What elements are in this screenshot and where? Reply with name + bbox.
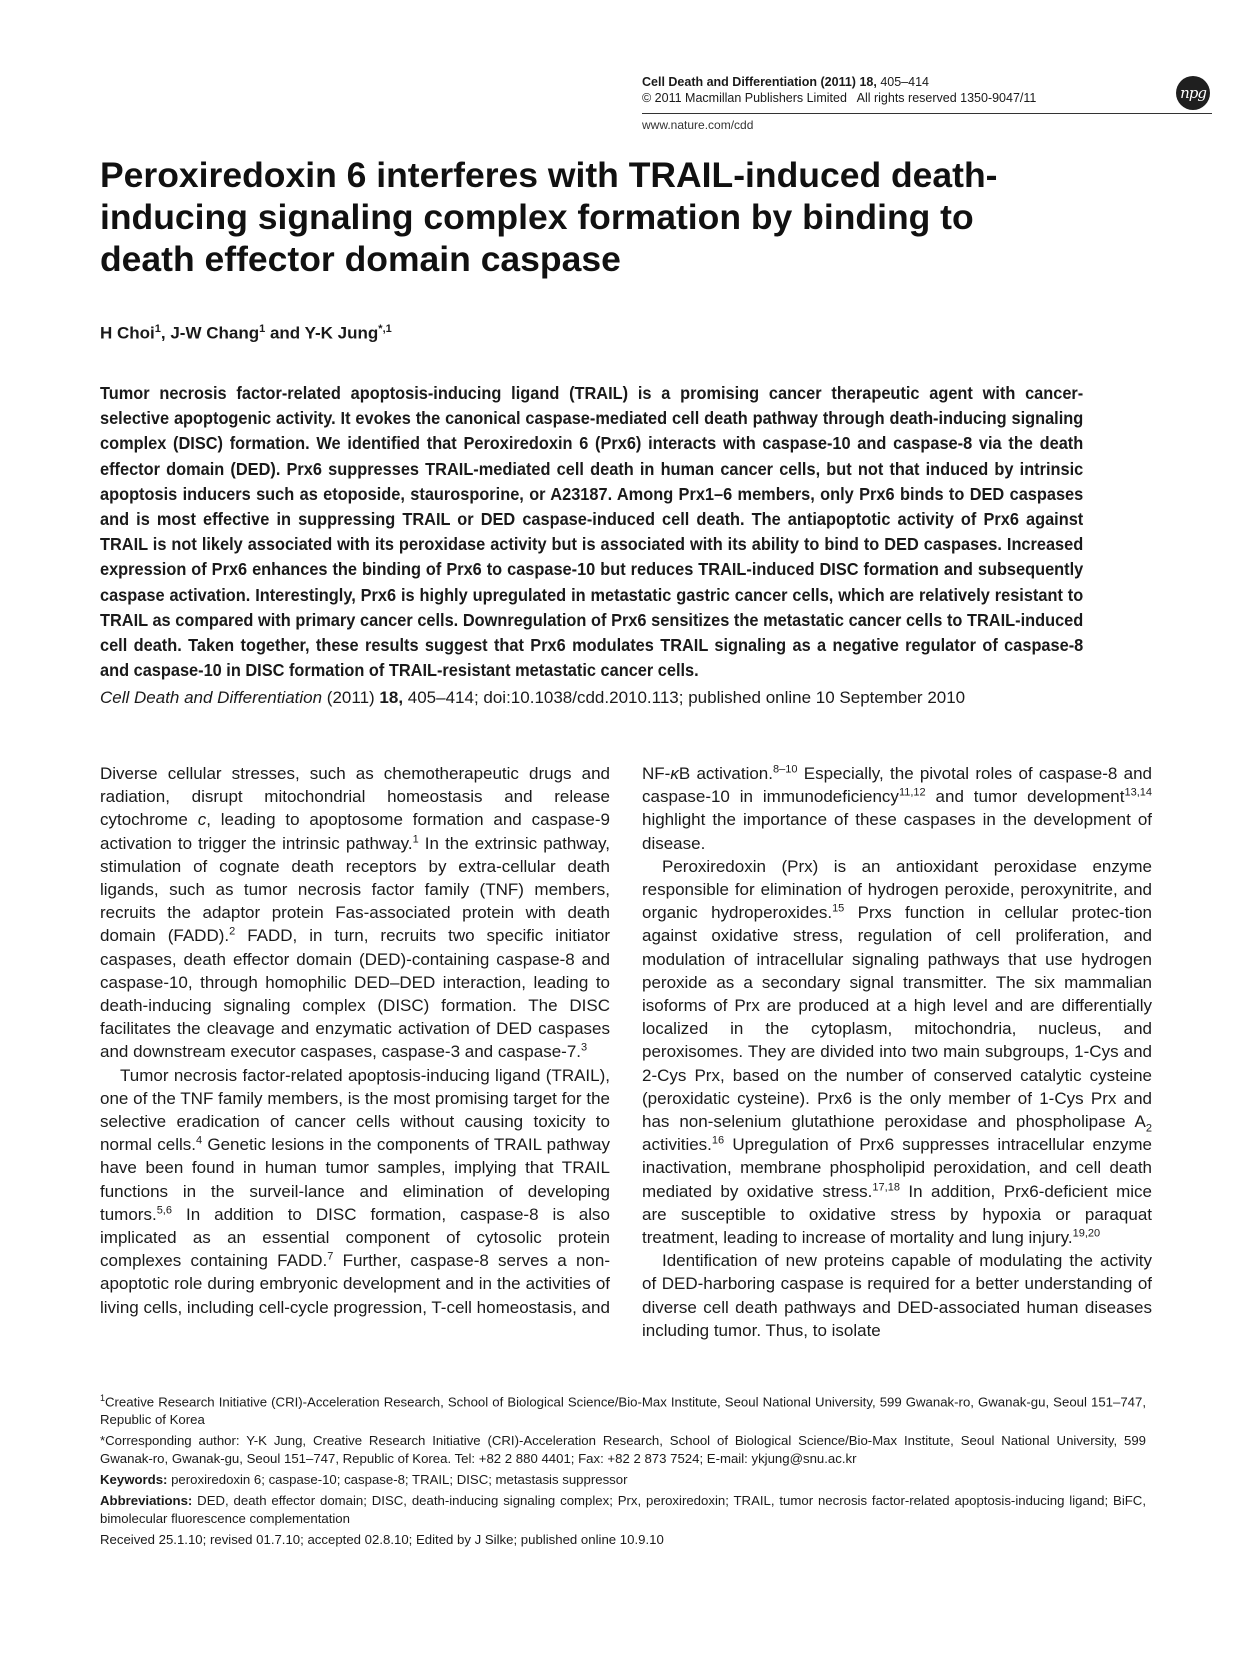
body-text: Prxs function in cellular protec-tion against oxidative stress, regulation of cell proliferation, and modulation of intracellular signaling pathways that use hydrogen peroxide as a secondary signal transmitter. The six mammalian isoforms of Prx are produced at a high level and are differentially localized in the cytoplasm, mitochondria, nucleus, and peroxisomes. They are divided into two main subgroups, 1-Cys and 2-Cys Prx, based on the number of conserved catalytic cysteine (peroxidatic cysteine). Prx6 is the only member of 1-Cys Prx and has non-selenium glutathione peroxidase and phospholipase A: [642, 903, 1152, 1132]
body-text: In the extrinsic pathway, stimulation of cognate death receptors by extra-cellular death ligands, such as tumor necrosis factor family (TNF) members, recruits the adaptor protein Fas-associated protein with death domain (FADD).: [100, 833, 610, 946]
affiliation-text: Creative Research Initiative (CRI)-Acceleration Research, School of Biological Science/Bio-Max Institute, Seoul National University, 599 Gwanak-ro, Gwanak-gu, Seoul 151–747, Republic of Korea: [100, 1394, 1146, 1428]
author-name: H Choi: [100, 323, 155, 343]
affiliation-mark: 1: [100, 1393, 106, 1403]
citation-journal: Cell Death and Differentiation: [100, 688, 323, 707]
article-citation: [100, 688, 965, 708]
journal-name: Cell Death and Differentiation: [642, 75, 818, 89]
body-text: NF-: [642, 764, 671, 783]
abstract: Tumor necrosis factor-related apoptosis-inducing ligand (TRAIL) is a promising cancer therapeutic agent with cancer-selective apoptogenic activity. It evokes the canonical caspase-mediated cell death pathway through death-inducing signaling complex (DISC) formation. We identified that Peroxiredoxin 6 (Prx6) interacts with caspase-10 and caspase-8 via the death effector domain (DED). Prx6 suppresses TRAIL-mediated cell death in human cancer cells, but not that induced by intrinsic apoptosis inducers such as etoposide, staurosporine, or A23187. Among Prx1–6 members, only Prx6 binds to DED caspases and is most effective in suppressing TRAIL or DED caspase-induced cell death. The antiapoptotic activity of Prx6 against TRAIL is not likely associated with its peroxidase activity but is associated with its ability to bind to DED caspases. Increased expression of Prx6 enhances the binding of Prx6 to caspase-10 but reduces TRAIL-induced DISC formation and subsequently caspase activation. Interestingly, Prx6 is highly upregulated in metastatic gastric cancer cells, which are relatively resistant to TRAIL as compared with primary cancer cells. Downregulation of Prx6 sensitizes the metastatic cancer cells to TRAIL-induced cell death. Taken together, these results suggest that Prx6 modulates TRAIL signaling as a negative regulator of caspase-8 and caspase-10 in DISC formation of TRAIL-resistant metastatic cancer cells.: [100, 383, 1084, 681]
body-column-right: [642, 762, 1152, 1342]
author-name: and Y-K Jung: [265, 323, 379, 343]
reference-mark: 17,18: [872, 1181, 900, 1193]
keywords-label: Keywords:: [100, 1472, 168, 1488]
journal-website: www.nature.com/cdd: [642, 118, 754, 132]
journal-header: [642, 74, 1082, 106]
body-text: activities.: [642, 1135, 712, 1155]
journal-citation-line: [642, 74, 1082, 90]
citation-details: 405–414; doi:10.1038/cdd.2010.113; published online 10 September 2010: [403, 688, 966, 707]
abbreviations: [100, 1492, 1146, 1528]
author-affiliation-mark: 1: [259, 323, 266, 335]
keywords: [100, 1471, 1146, 1489]
body-text-italic: κ: [670, 764, 679, 783]
journal-year: (2011): [820, 75, 856, 89]
reference-mark: 8–10: [772, 763, 798, 776]
received-dates: Received 25.1.10; revised 01.7.10; accepted 02.8.10; Edited by J Silke; published online 10.9.10: [100, 1532, 664, 1548]
body-text: In addition, Prx6-deficient mice are susceptible to oxidative stress by hypoxia or paraquat treatment, leading to increase of mortality and lung injury.: [642, 1181, 1153, 1248]
body-text: Tumor necrosis factor-related apoptosis-inducing ligand (TRAIL), one of the TNF family members, is the most promising target for the selective eradication of cancer cells without causing toxicity to normal cells.: [100, 1065, 610, 1155]
abbreviations-label: Abbreviations:: [100, 1493, 193, 1509]
body-text: Peroxiredoxin (Prx) is an antioxidant peroxidase enzyme responsible for elimination of hydrogen peroxide, peroxynitrite, and organic hydroperoxides.: [642, 856, 1152, 923]
body-paragraph: [100, 762, 610, 1064]
reference-mark: 15: [832, 902, 845, 915]
body-text: FADD, in turn, recruits two specific initiator caspases, death effector domain (DED)-containing caspase-8 and caspase-10, through homophilic DED–DED interaction, leading to death-inducing signaling complex (DISC) formation. The DISC facilitates the cleavage and enzymatic activation of DED caspases and downstream executor caspases, caspase-3 and caspase-7.: [100, 926, 610, 1062]
citation-year: (2011): [322, 688, 380, 707]
reference-mark: 16: [711, 1134, 725, 1147]
journal-pages: 405–414: [880, 75, 929, 89]
citation-volume: 18,: [379, 688, 404, 707]
reference-mark: 11,12: [898, 786, 926, 799]
body-paragraph: [642, 762, 1152, 855]
body-text: B activation.: [678, 764, 773, 783]
author-name: , J-W Chang: [160, 323, 260, 343]
body-text: Further, caspase-8 serves a non-apoptotic role during embryonic development and in the activities of living cells, including cell-cycle progression, T-cell homeostasis, and: [100, 1251, 610, 1317]
copyright-line: © 2011 Macmillan Publishers Limited All rights reserved 1350-9047/11: [642, 91, 1037, 105]
reference-mark: 2: [229, 925, 236, 938]
author-affiliation-mark: 1: [154, 323, 161, 335]
reference-mark: 5,6: [156, 1204, 172, 1217]
reference-mark: 7: [327, 1250, 334, 1263]
reference-mark: 13,14: [1124, 786, 1152, 799]
corresponding-author-note: *Corresponding author: Y-K Jung, Creative Research Initiative (CRI)-Acceleration Research, School of Biological Science/Bio-Max Institute, Seoul National University, 599 Gwanak-ro, Gwanak-gu, Seoul 151–747, Republic of Korea. Tel: +82 2 880 4401; Fax: +82 2 873 7524; E-mail: ykjung@snu.ac.kr: [100, 1433, 1146, 1467]
reference-mark: 19,20: [1072, 1227, 1101, 1240]
subscript: 2: [1145, 1122, 1152, 1135]
npg-logo: npg: [1176, 76, 1210, 110]
article-title: Peroxiredoxin 6 interferes with TRAIL-induced death-inducing signaling complex formation by binding to death effector domain caspase: [100, 155, 998, 279]
reference-mark: 4: [195, 1134, 203, 1147]
reference-mark: 3: [581, 1041, 588, 1054]
body-text: In addition to DISC formation, caspase-8 is also implicated as an essential component of cytosolic protein complexes containing FADD.: [100, 1204, 610, 1271]
body-paragraph: Identification of new proteins capable of modulating the activity of DED-harboring caspase is required for a better understanding of diverse cell death pathways and DED-associated human diseases including tumor. Thus, to isolate: [642, 1251, 1152, 1340]
abbreviations-text: DED, death effector domain; DISC, death-inducing signaling complex; Prx, peroxiredoxin; TRAIL, tumor necrosis factor-related apoptosis-inducing ligand; BiFC, bimolecular fluorescence complementation: [100, 1493, 1146, 1527]
body-column-left: [100, 762, 610, 1319]
body-text: , leading to apoptosome formation and caspase-9 activation to trigger the intrinsic pathway.: [100, 810, 611, 853]
keywords-text: peroxiredoxin 6; caspase-10; caspase-8; TRAIL; DISC; metastasis suppressor: [167, 1472, 628, 1488]
author-list: [100, 323, 392, 344]
author-affiliation-mark: *,1: [378, 323, 392, 335]
body-text: and tumor development: [925, 787, 1125, 807]
body-text: Diverse cellular stresses, such as chemotherapeutic drugs and radiation, disrupt mitochondrial homeostasis and release cytochrome: [100, 764, 610, 830]
body-text: Especially, the pivotal roles of caspase-8 and caspase-10 in immunodeficiency: [642, 764, 1152, 807]
footnotes: [100, 1389, 1146, 1552]
body-text-italic: c: [197, 810, 207, 830]
body-text: highlight the importance of these caspases in the development of disease.: [642, 810, 1152, 853]
reference-mark: 1: [412, 832, 419, 845]
body-text: Upregulation of Prx6 suppresses intracellular enzyme inactivation, membrane phospholipid peroxidation, and cell death mediated by oxidative stress.: [642, 1135, 1152, 1201]
body-paragraph: [100, 1064, 610, 1319]
header-rule: [642, 113, 1212, 114]
body-text: Genetic lesions in the components of TRAIL pathway have been found in human tumor samples, implying that TRAIL functions in the surveil-lance and elimination of developing tumors.: [100, 1135, 610, 1224]
affiliation-note: [100, 1389, 1146, 1429]
body-paragraph: [642, 855, 1152, 1249]
journal-volume: 18,: [859, 75, 877, 89]
